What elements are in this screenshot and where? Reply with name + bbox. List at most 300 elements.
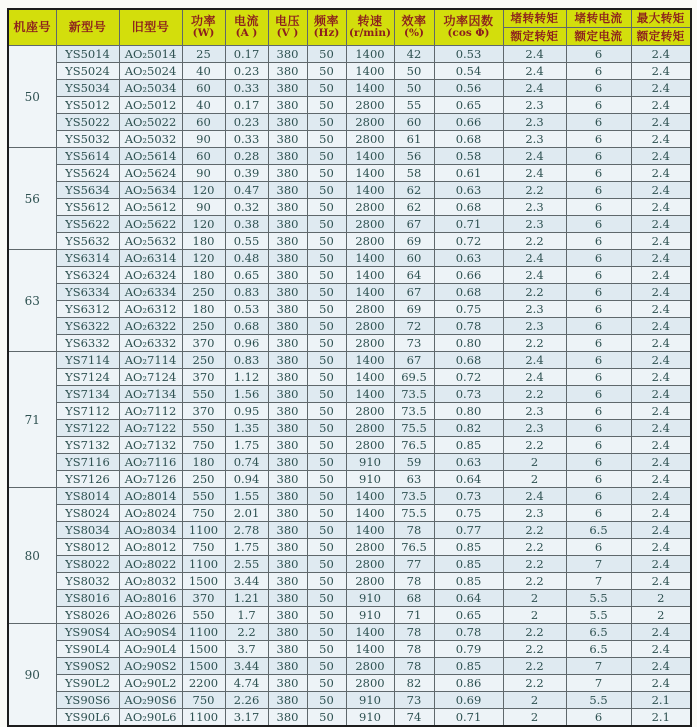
cell-freq-hz: 50 <box>307 471 346 488</box>
cell-locked-torque-ratio: 2.4 <box>503 369 566 386</box>
col-header-model-new: 新型号 <box>56 9 119 46</box>
table-row <box>8 131 691 148</box>
table-row <box>8 369 691 386</box>
cell-model-old: AO₂8022 <box>119 556 182 573</box>
cell-locked-current-ratio: 6 <box>566 250 631 267</box>
cell-freq-hz: 50 <box>307 454 346 471</box>
cell-power-factor: 0.66 <box>434 114 503 131</box>
cell-power-factor: 0.75 <box>434 505 503 522</box>
cell-locked-current-ratio: 6 <box>566 335 631 352</box>
cell-current-a: 1.35 <box>225 420 268 437</box>
table-row <box>8 471 691 488</box>
cell-max-torque-ratio: 2.4 <box>631 403 691 420</box>
cell-model-new: YS90S2 <box>56 658 119 675</box>
cell-model-old: AO₂5622 <box>119 216 182 233</box>
cell-power-w: 750 <box>182 437 225 454</box>
cell-power-w: 370 <box>182 335 225 352</box>
cell-model-old: AO₂5614 <box>119 148 182 165</box>
table-row <box>8 216 691 233</box>
cell-model-new: YS6322 <box>56 318 119 335</box>
cell-power-factor: 0.80 <box>434 335 503 352</box>
cell-model-new: YS5614 <box>56 148 119 165</box>
cell-max-torque-ratio: 2.4 <box>631 216 691 233</box>
table-row <box>8 199 691 216</box>
cell-power-factor: 0.85 <box>434 573 503 590</box>
cell-power-w: 1100 <box>182 522 225 539</box>
cell-efficiency-pct: 71 <box>394 607 434 624</box>
cell-speed-rpm: 1400 <box>346 386 394 403</box>
cell-speed-rpm: 910 <box>346 590 394 607</box>
cell-model-new: YS8034 <box>56 522 119 539</box>
cell-model-old: AO₂8012 <box>119 539 182 556</box>
cell-freq-hz: 50 <box>307 488 346 505</box>
cell-efficiency-pct: 73.5 <box>394 403 434 420</box>
cell-locked-current-ratio: 6.5 <box>566 522 631 539</box>
cell-power-w: 1100 <box>182 556 225 573</box>
cell-current-a: 0.48 <box>225 250 268 267</box>
cell-voltage-v: 380 <box>268 709 307 727</box>
cell-model-old: AO₂5022 <box>119 114 182 131</box>
cell-freq-hz: 50 <box>307 437 346 454</box>
cell-max-torque-ratio: 2.4 <box>631 148 691 165</box>
cell-power-factor: 0.72 <box>434 369 503 386</box>
cell-voltage-v: 380 <box>268 199 307 216</box>
frequency-unit: (Hz) <box>313 27 340 40</box>
col-header-frame-size: 机座号 <box>8 9 56 46</box>
cell-model-old: AO₂8032 <box>119 573 182 590</box>
cell-model-new: YS6332 <box>56 335 119 352</box>
cell-power-factor: 0.63 <box>434 182 503 199</box>
cell-power-w: 120 <box>182 250 225 267</box>
cell-locked-current-ratio: 6 <box>566 284 631 301</box>
cell-max-torque-ratio: 2.4 <box>631 539 691 556</box>
speed-label: 转速 <box>357 14 383 29</box>
cell-locked-torque-ratio: 2.3 <box>503 97 566 114</box>
cell-freq-hz: 50 <box>307 420 346 437</box>
col-header-model-old: 旧型号 <box>119 9 182 46</box>
cell-locked-torque-ratio: 2.2 <box>503 624 566 641</box>
cell-freq-hz: 50 <box>307 386 346 403</box>
cell-current-a: 0.28 <box>225 148 268 165</box>
cell-model-new: YS5014 <box>56 46 119 63</box>
cell-current-a: 2.55 <box>225 556 268 573</box>
cell-voltage-v: 380 <box>268 403 307 420</box>
cell-model-new: YS90L6 <box>56 709 119 727</box>
cell-speed-rpm: 2800 <box>346 403 394 420</box>
cell-efficiency-pct: 77 <box>394 556 434 573</box>
cell-max-torque-ratio: 2.4 <box>631 80 691 97</box>
cell-model-old: AO₂5014 <box>119 46 182 63</box>
cell-speed-rpm: 1400 <box>346 63 394 80</box>
cell-max-torque-ratio: 2.4 <box>631 658 691 675</box>
cell-max-torque-ratio: 2.4 <box>631 573 691 590</box>
cell-model-old: AO₂6334 <box>119 284 182 301</box>
cell-current-a: 2.26 <box>225 692 268 709</box>
cell-locked-torque-ratio: 2.2 <box>503 284 566 301</box>
cell-efficiency-pct: 67 <box>394 216 434 233</box>
col-header-efficiency <box>394 9 434 46</box>
cell-locked-torque-ratio: 2.2 <box>503 556 566 573</box>
cell-max-torque-ratio: 2.4 <box>631 505 691 522</box>
table-row <box>8 165 691 182</box>
cell-power-w: 250 <box>182 318 225 335</box>
cell-model-old: AO₂6314 <box>119 250 182 267</box>
cell-voltage-v: 380 <box>268 97 307 114</box>
cell-max-torque-ratio: 2.4 <box>631 369 691 386</box>
cell-locked-current-ratio: 6 <box>566 233 631 250</box>
cell-power-factor: 0.86 <box>434 675 503 692</box>
table-row <box>8 590 691 607</box>
table-row <box>8 403 691 420</box>
cell-voltage-v: 380 <box>268 250 307 267</box>
cell-efficiency-pct: 69.5 <box>394 369 434 386</box>
cell-power-factor: 0.78 <box>434 624 503 641</box>
cell-locked-current-ratio: 5.5 <box>566 692 631 709</box>
cell-model-old: AO₂5634 <box>119 182 182 199</box>
cell-power-factor: 0.75 <box>434 301 503 318</box>
cell-max-torque-ratio: 2.1 <box>631 692 691 709</box>
cell-model-old: AO₂7112 <box>119 403 182 420</box>
cell-max-torque-ratio: 2.4 <box>631 522 691 539</box>
cell-locked-torque-ratio: 2.2 <box>503 573 566 590</box>
cell-efficiency-pct: 64 <box>394 267 434 284</box>
cell-max-torque-ratio: 2.4 <box>631 624 691 641</box>
cell-efficiency-pct: 82 <box>394 675 434 692</box>
cell-speed-rpm: 2800 <box>346 301 394 318</box>
cell-max-torque-ratio: 2.4 <box>631 352 691 369</box>
cell-efficiency-pct: 75.5 <box>394 420 434 437</box>
cell-power-factor: 0.77 <box>434 522 503 539</box>
cell-current-a: 4.74 <box>225 675 268 692</box>
cell-model-new: YS5032 <box>56 131 119 148</box>
cell-current-a: 0.17 <box>225 97 268 114</box>
cell-freq-hz: 50 <box>307 556 346 573</box>
cell-freq-hz: 50 <box>307 267 346 284</box>
cell-locked-current-ratio: 6 <box>566 471 631 488</box>
cell-speed-rpm: 1400 <box>346 267 394 284</box>
col-header-power <box>182 9 225 46</box>
cell-locked-current-ratio: 6 <box>566 301 631 318</box>
cell-freq-hz: 50 <box>307 46 346 63</box>
cell-voltage-v: 380 <box>268 131 307 148</box>
cell-locked-torque-ratio: 2 <box>503 709 566 727</box>
cell-model-old: AO₂8014 <box>119 488 182 505</box>
cell-locked-torque-ratio: 2.2 <box>503 641 566 658</box>
cell-max-torque-ratio: 2.4 <box>631 131 691 148</box>
cell-model-new: YS7124 <box>56 369 119 386</box>
cell-freq-hz: 50 <box>307 539 346 556</box>
cell-model-old: AO₂90L6 <box>119 709 182 727</box>
cell-power-w: 90 <box>182 199 225 216</box>
cell-model-old: AO₂7122 <box>119 420 182 437</box>
cell-power-w: 370 <box>182 403 225 420</box>
cell-locked-torque-ratio: 2.4 <box>503 352 566 369</box>
cell-locked-torque-ratio: 2.2 <box>503 522 566 539</box>
cell-max-torque-ratio: 2 <box>631 590 691 607</box>
table-row <box>8 624 691 641</box>
cell-model-new: YS6312 <box>56 301 119 318</box>
cell-locked-torque-ratio: 2.4 <box>503 250 566 267</box>
cell-model-old: AO₂90S4 <box>119 624 182 641</box>
cell-max-torque-ratio: 2.4 <box>631 488 691 505</box>
cell-current-a: 0.68 <box>225 318 268 335</box>
cell-speed-rpm: 1400 <box>346 352 394 369</box>
cell-efficiency-pct: 74 <box>394 709 434 727</box>
cell-speed-rpm: 2800 <box>346 318 394 335</box>
cell-efficiency-pct: 73 <box>394 692 434 709</box>
cell-current-a: 1.12 <box>225 369 268 386</box>
col-header-max-torque-denominator: 额定转矩 <box>631 28 691 46</box>
cell-voltage-v: 380 <box>268 471 307 488</box>
cell-model-new: YS90S4 <box>56 624 119 641</box>
cell-speed-rpm: 1400 <box>346 488 394 505</box>
cell-locked-current-ratio: 6 <box>566 454 631 471</box>
cell-model-old: AO₂7114 <box>119 352 182 369</box>
cell-voltage-v: 380 <box>268 352 307 369</box>
table-row <box>8 641 691 658</box>
cell-voltage-v: 380 <box>268 675 307 692</box>
cell-voltage-v: 380 <box>268 318 307 335</box>
cell-model-new: YS7126 <box>56 471 119 488</box>
cell-efficiency-pct: 76.5 <box>394 539 434 556</box>
cell-model-old: AO₂7132 <box>119 437 182 454</box>
cell-current-a: 0.65 <box>225 267 268 284</box>
cell-model-old: AO₂5034 <box>119 80 182 97</box>
cell-voltage-v: 380 <box>268 284 307 301</box>
cell-power-w: 550 <box>182 420 225 437</box>
cell-efficiency-pct: 69 <box>394 301 434 318</box>
cell-power-factor: 0.73 <box>434 488 503 505</box>
cell-locked-torque-ratio: 2.3 <box>503 199 566 216</box>
cell-speed-rpm: 1400 <box>346 522 394 539</box>
cell-max-torque-ratio: 2.4 <box>631 182 691 199</box>
cell-power-factor: 0.58 <box>434 148 503 165</box>
cell-current-a: 0.83 <box>225 352 268 369</box>
cell-power-factor: 0.85 <box>434 556 503 573</box>
cell-power-factor: 0.64 <box>434 590 503 607</box>
cell-power-w: 60 <box>182 80 225 97</box>
cell-current-a: 1.21 <box>225 590 268 607</box>
cell-locked-torque-ratio: 2.3 <box>503 505 566 522</box>
cell-model-old: AO₂7116 <box>119 454 182 471</box>
cell-speed-rpm: 1400 <box>346 624 394 641</box>
cell-locked-current-ratio: 6 <box>566 352 631 369</box>
cell-power-factor: 0.85 <box>434 658 503 675</box>
cell-power-factor: 0.78 <box>434 318 503 335</box>
table-body <box>8 46 691 727</box>
cell-freq-hz: 50 <box>307 658 346 675</box>
cell-locked-torque-ratio: 2.4 <box>503 488 566 505</box>
cell-current-a: 3.7 <box>225 641 268 658</box>
cell-model-old: AO₂5032 <box>119 131 182 148</box>
cell-locked-torque-ratio: 2.4 <box>503 63 566 80</box>
cell-efficiency-pct: 42 <box>394 46 434 63</box>
cell-freq-hz: 50 <box>307 114 346 131</box>
cell-max-torque-ratio: 2.4 <box>631 97 691 114</box>
cell-freq-hz: 50 <box>307 301 346 318</box>
cell-speed-rpm: 1400 <box>346 369 394 386</box>
cell-power-factor: 0.68 <box>434 284 503 301</box>
col-header-voltage <box>268 9 307 46</box>
cell-locked-current-ratio: 6 <box>566 539 631 556</box>
cell-power-w: 550 <box>182 386 225 403</box>
cell-power-factor: 0.66 <box>434 267 503 284</box>
cell-max-torque-ratio: 2.4 <box>631 335 691 352</box>
cell-freq-hz: 50 <box>307 403 346 420</box>
cell-freq-hz: 50 <box>307 590 346 607</box>
cell-power-factor: 0.63 <box>434 454 503 471</box>
col-header-locked-torque-denominator: 额定转矩 <box>503 28 566 46</box>
cell-current-a: 0.33 <box>225 80 268 97</box>
table-row <box>8 63 691 80</box>
cell-current-a: 0.96 <box>225 335 268 352</box>
cell-max-torque-ratio: 2.4 <box>631 420 691 437</box>
cell-model-old: AO₂90S2 <box>119 658 182 675</box>
cell-model-new: YS8022 <box>56 556 119 573</box>
cell-locked-current-ratio: 6 <box>566 165 631 182</box>
cell-efficiency-pct: 78 <box>394 641 434 658</box>
cell-freq-hz: 50 <box>307 199 346 216</box>
cell-freq-hz: 50 <box>307 284 346 301</box>
cell-locked-current-ratio: 6.5 <box>566 624 631 641</box>
cell-power-w: 750 <box>182 692 225 709</box>
cell-speed-rpm: 910 <box>346 454 394 471</box>
cell-model-old: AO₂6312 <box>119 301 182 318</box>
cell-power-w: 1500 <box>182 573 225 590</box>
col-header-locked-current-numerator: 堵转电流 <box>566 9 631 28</box>
cell-max-torque-ratio: 2.4 <box>631 454 691 471</box>
power-factor-label: 功率因数 <box>443 14 494 29</box>
cell-voltage-v: 380 <box>268 63 307 80</box>
voltage-label: 电压 <box>274 14 300 29</box>
cell-power-factor: 0.65 <box>434 607 503 624</box>
cell-voltage-v: 380 <box>268 624 307 641</box>
cell-model-old: AO₂5632 <box>119 233 182 250</box>
cell-freq-hz: 50 <box>307 335 346 352</box>
cell-voltage-v: 380 <box>268 233 307 250</box>
cell-locked-current-ratio: 6 <box>566 216 631 233</box>
cell-max-torque-ratio: 2.4 <box>631 114 691 131</box>
cell-locked-current-ratio: 6 <box>566 386 631 403</box>
table-row <box>8 148 691 165</box>
current-label: 电流 <box>233 14 259 29</box>
cell-speed-rpm: 2800 <box>346 114 394 131</box>
cell-model-old: AO₂5624 <box>119 165 182 182</box>
cell-model-old: AO₂8024 <box>119 505 182 522</box>
cell-efficiency-pct: 68 <box>394 590 434 607</box>
cell-current-a: 0.39 <box>225 165 268 182</box>
cell-power-factor: 0.63 <box>434 250 503 267</box>
cell-model-old: AO₂7126 <box>119 471 182 488</box>
cell-current-a: 0.94 <box>225 471 268 488</box>
cell-max-torque-ratio: 2.4 <box>631 386 691 403</box>
cell-locked-current-ratio: 6 <box>566 46 631 63</box>
cell-efficiency-pct: 72 <box>394 318 434 335</box>
cell-locked-torque-ratio: 2 <box>503 590 566 607</box>
table-row <box>8 692 691 709</box>
cell-voltage-v: 380 <box>268 46 307 63</box>
cell-model-new: YS5022 <box>56 114 119 131</box>
cell-speed-rpm: 1400 <box>346 182 394 199</box>
cell-locked-torque-ratio: 2.4 <box>503 267 566 284</box>
col-header-current <box>225 9 268 46</box>
cell-efficiency-pct: 67 <box>394 352 434 369</box>
cell-model-old: AO₂8016 <box>119 590 182 607</box>
cell-efficiency-pct: 73 <box>394 335 434 352</box>
cell-current-a: 3.17 <box>225 709 268 727</box>
cell-locked-torque-ratio: 2 <box>503 607 566 624</box>
cell-model-old: AO₂8034 <box>119 522 182 539</box>
cell-speed-rpm: 2800 <box>346 233 394 250</box>
table-row <box>8 46 691 63</box>
cell-power-factor: 0.80 <box>434 403 503 420</box>
cell-max-torque-ratio: 2.4 <box>631 318 691 335</box>
cell-speed-rpm: 2800 <box>346 335 394 352</box>
cell-power-w: 750 <box>182 505 225 522</box>
table-row <box>8 488 691 505</box>
cell-speed-rpm: 1400 <box>346 148 394 165</box>
cell-efficiency-pct: 67 <box>394 284 434 301</box>
cell-speed-rpm: 910 <box>346 471 394 488</box>
cell-locked-current-ratio: 6.5 <box>566 641 631 658</box>
cell-model-new: YS8032 <box>56 573 119 590</box>
efficiency-unit: (%) <box>404 27 424 40</box>
cell-model-old: AO₂6332 <box>119 335 182 352</box>
cell-power-w: 180 <box>182 233 225 250</box>
cell-current-a: 2.01 <box>225 505 268 522</box>
cell-speed-rpm: 1400 <box>346 165 394 182</box>
cell-model-new: YS7122 <box>56 420 119 437</box>
cell-voltage-v: 380 <box>268 658 307 675</box>
cell-speed-rpm: 2800 <box>346 539 394 556</box>
table-row <box>8 250 691 267</box>
cell-current-a: 1.75 <box>225 539 268 556</box>
cell-efficiency-pct: 78 <box>394 522 434 539</box>
cell-current-a: 2.78 <box>225 522 268 539</box>
cell-max-torque-ratio: 2.4 <box>631 46 691 63</box>
cell-max-torque-ratio: 2.4 <box>631 471 691 488</box>
table-row <box>8 437 691 454</box>
cell-power-factor: 0.68 <box>434 131 503 148</box>
cell-speed-rpm: 910 <box>346 607 394 624</box>
cell-power-w: 40 <box>182 97 225 114</box>
cell-model-old: AO₂8026 <box>119 607 182 624</box>
table-row <box>8 114 691 131</box>
cell-max-torque-ratio: 2.4 <box>631 63 691 80</box>
cell-freq-hz: 50 <box>307 250 346 267</box>
cell-max-torque-ratio: 2.4 <box>631 199 691 216</box>
cell-speed-rpm: 910 <box>346 709 394 727</box>
frame-size-cell: 56 <box>8 148 56 250</box>
cell-locked-torque-ratio: 2.4 <box>503 46 566 63</box>
cell-voltage-v: 380 <box>268 386 307 403</box>
cell-power-factor: 0.73 <box>434 386 503 403</box>
cell-voltage-v: 380 <box>268 216 307 233</box>
cell-current-a: 0.23 <box>225 63 268 80</box>
cell-model-new: YS6334 <box>56 284 119 301</box>
cell-locked-current-ratio: 6 <box>566 63 631 80</box>
cell-model-new: YS90L2 <box>56 675 119 692</box>
cell-model-old: AO₂7124 <box>119 369 182 386</box>
cell-speed-rpm: 1400 <box>346 284 394 301</box>
cell-freq-hz: 50 <box>307 505 346 522</box>
cell-power-factor: 0.61 <box>434 165 503 182</box>
cell-efficiency-pct: 59 <box>394 454 434 471</box>
cell-locked-current-ratio: 6 <box>566 199 631 216</box>
power-factor-unit: (cos Φ) <box>447 27 490 40</box>
cell-model-old: AO₂6324 <box>119 267 182 284</box>
cell-freq-hz: 50 <box>307 624 346 641</box>
